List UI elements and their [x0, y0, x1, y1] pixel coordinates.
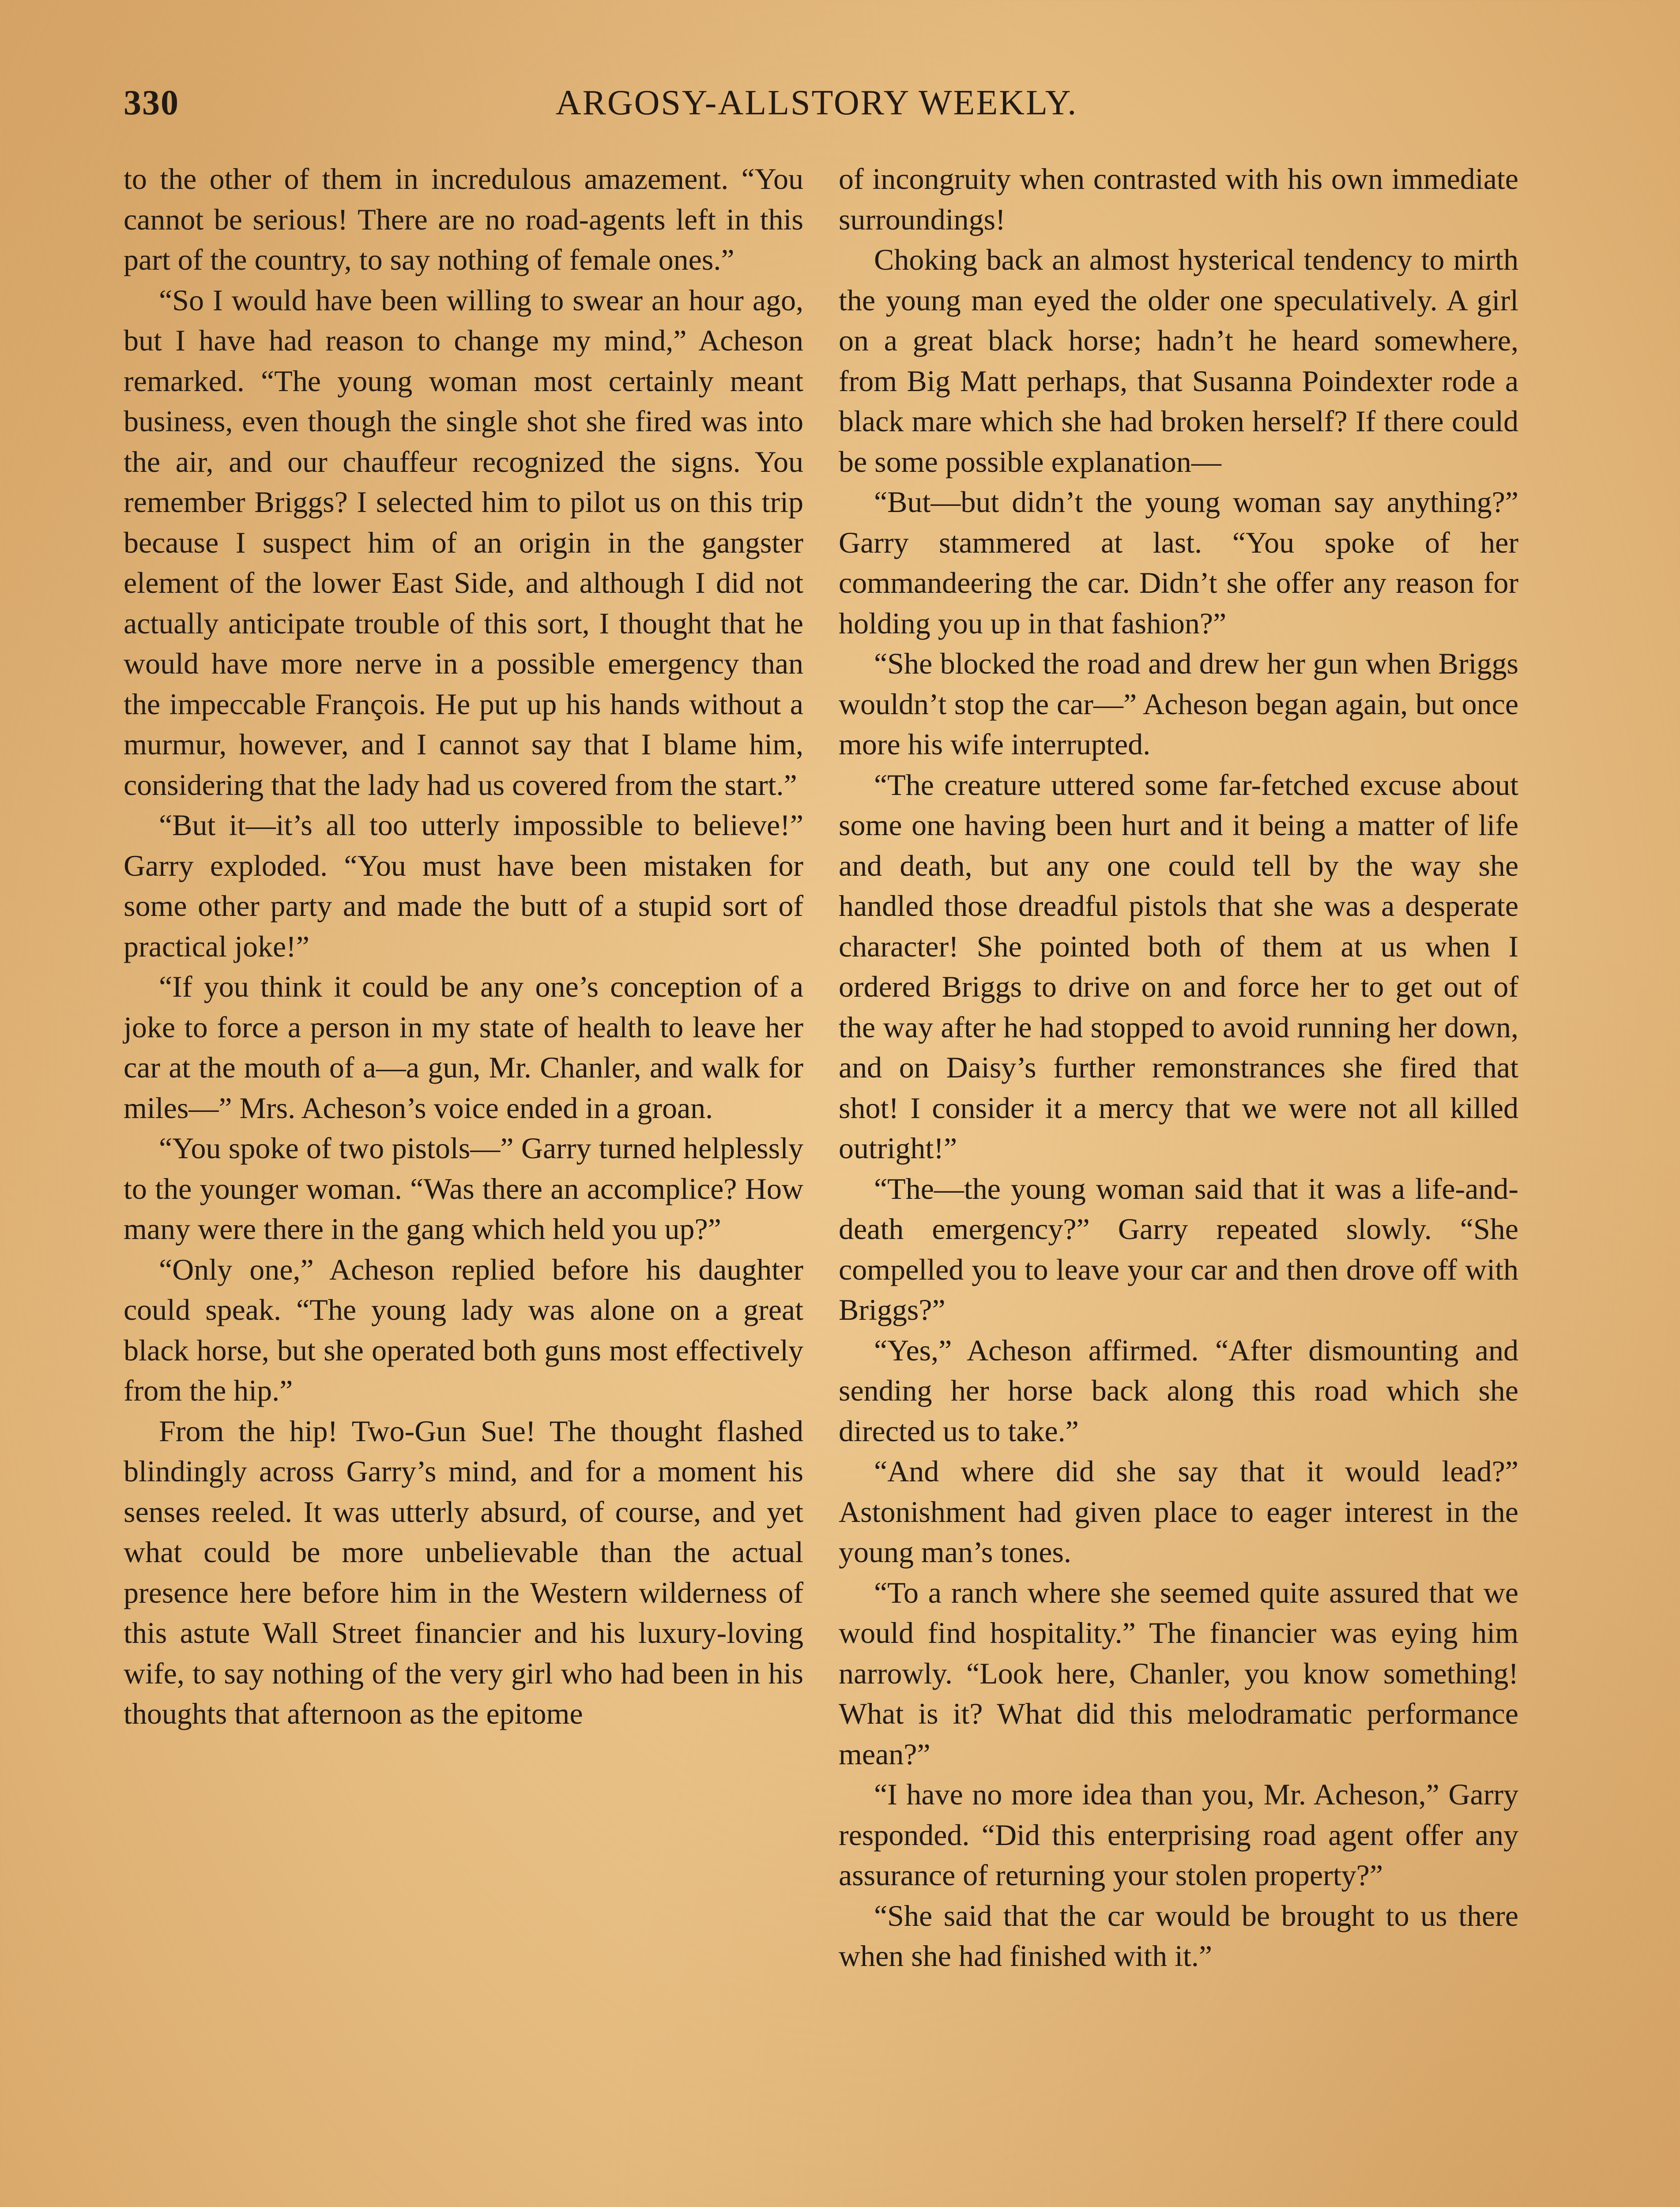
paragraph: From the hip! Two-Gun Sue! The thought flashed blindingly across Garry’s mind, and for a moment his senses reeled. It was utterly absurd, of course, and yet what could be more unbelievable than the actual presence here before him in the Western wilderness of this astute Wall Street financier and his luxury-loving wife, to say nothing of the very girl who had been in his thoughts that afternoon as the epitome: [124, 1414, 803, 1730]
paragraph: “To a ranch where she seemed quite assured that we would find hospitality.” The financier was eying him narrowly. “Look here, Chanler, you know something! What is it? What did this melodramatic performance mean?”: [839, 1575, 1518, 1771]
paragraph: of incongruity when contrasted with his own immediate surroundings!: [839, 162, 1518, 236]
paragraph: “If you think it could be any one’s conception of a joke to force a person in my state of health to leave her car at the mouth of a—a gun, Mr. Chanler, and walk for miles—” Mrs. Acheson’s voice ended in a groan.: [124, 970, 803, 1125]
paragraph: “But—but didn’t the young woman say anything?” Garry stammered at last. “You spoke of her commandeering the car. Didn’t she offer any reason for holding you up in that fashion?”: [839, 485, 1518, 640]
paragraph: “I have no more idea than you, Mr. Acheson,” Garry responded. “Did this enterprising road agent offer any assurance of returning your stolen property?”: [839, 1778, 1518, 1892]
left-column: [124, 159, 803, 1734]
paragraph: “The—the young woman said that it was a life-and-death emergency?” Garry repeated slowly. “She compelled you to leave your car and then drove off with Briggs?”: [839, 1171, 1518, 1326]
paragraph: “But it—it’s all too utterly impossible to believe!” Garry exploded. “You must have been mistaken for some other party and made the butt of a stupid sort of practical joke!”: [124, 808, 803, 963]
page-number: 330: [124, 83, 179, 122]
paragraph: “Yes,” Acheson affirmed. “After dismounting and sending her horse back along this road which she directed us to take.”: [839, 1333, 1518, 1448]
paragraph: to the other of them in incredulous amazement. “You cannot be serious! There are no road-agents left in this part of the country, to say nothing of female ones.”: [124, 162, 803, 276]
paragraph: “She said that the car would be brought to us there when she had finished with it.”: [839, 1898, 1518, 1973]
paragraph: “The creature uttered some far-fetched excuse about some one having been hurt and it being a matter of life and death, but any one could tell by the way she handled those dreadful pistols that she was a desperate character! She pointed both of them at us when I ordered Briggs to drive on and force her to get out of the way after he had stopped to avoid running her down, and on Daisy’s further remonstrances she fired that shot! I consider it a mercy that we were not all killed outright!”: [839, 768, 1518, 1165]
paragraph: “Only one,” Acheson replied before his daughter could speak. “The young lady was alone on a great black horse, but she operated both guns most effectively from the hip.”: [124, 1252, 803, 1407]
paragraph: “So I would have been willing to swear an hour ago, but I have had reason to change my mind,” Acheson remarked. “The young woman most certainly meant business, even though the single shot she fired was into the air, and our chauffeur recognized the signs. You remember Briggs? I selected him to pilot us on this trip because I suspect him of an origin in the gangster element of the lower East Side, and although I did not actually anticipate trouble of this sort, I thought that he would have more nerve in a possible emergency than the impeccable François. He put up his hands without a murmur, however, and I cannot say that I blame him, considering that the lady had us covered from the start.”: [124, 283, 803, 802]
paragraph: “You spoke of two pistols—” Garry turned helplessly to the younger woman. “Was there an accomplice? How many were there in the gang which held you up?”: [124, 1131, 803, 1246]
running-title: ARGOSY-ALLSTORY WEEKLY.: [555, 83, 1078, 122]
paragraph: “She blocked the road and drew her gun when Briggs wouldn’t stop the car—” Acheson began again, but once more his wife interrupted.: [839, 647, 1518, 761]
paragraph: Choking back an almost hysterical tendency to mirth the young man eyed the older one speculatively. A girl on a great black horse; hadn’t he heard somewhere, from Big Matt perhaps, that Susanna Poindexter rode a black mare which she had broken herself? If there could be some possible explanation—: [839, 243, 1518, 478]
right-column: [839, 159, 1518, 1977]
page-header: [124, 79, 1510, 127]
paragraph: “And where did she say that it would lead?” Astonishment had given place to eager interest in the young man’s tones.: [839, 1454, 1518, 1569]
